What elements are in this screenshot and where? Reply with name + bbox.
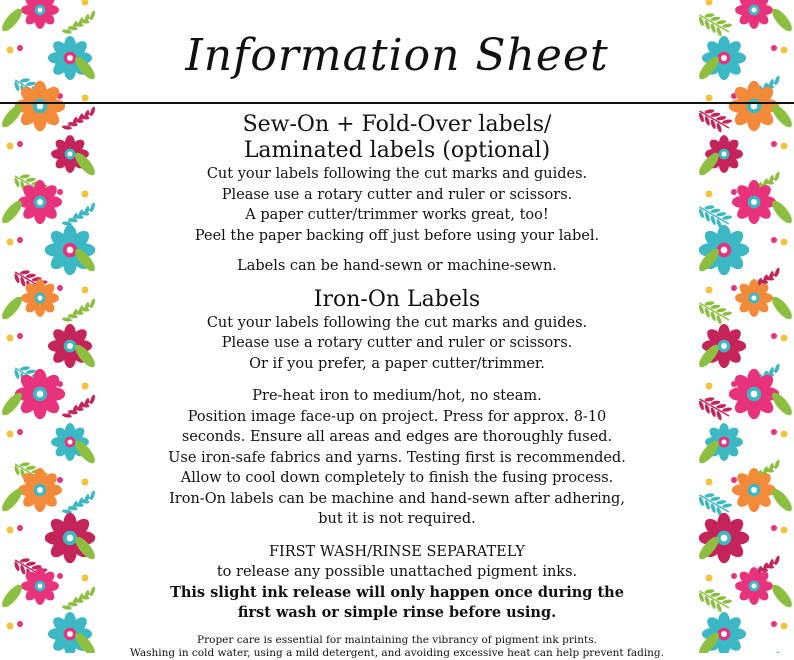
section2-heading: Iron-On Labels [313, 286, 481, 312]
instruction-line: Pre-heat iron to medium/hot, no steam. [252, 388, 542, 404]
title-divider [0, 102, 794, 104]
floral-border-right [698, 0, 794, 653]
instruction-line: but it is not required. [318, 511, 476, 527]
section1-line: Cut your labels following the cut marks and guides. [206, 166, 588, 182]
section1-heading-line1: Sew-On + Fold-Over labels/ [242, 112, 552, 137]
care-note-line2: Washing in cold water, using a mild detergent, and avoiding excessive heat can help prevent fading. [129, 646, 664, 659]
wash-line: This slight ink release will only happen once during the [170, 583, 624, 601]
content-area [110, 112, 684, 660]
floral-pattern-icon [0, 0, 96, 653]
instruction-line: seconds. Ensure all areas and edges are thoroughly fused. [181, 429, 613, 445]
floral-pattern-icon [698, 0, 794, 653]
section1-line: Peel the paper backing off just before using your label. [194, 227, 600, 244]
floral-border-left [0, 0, 96, 653]
section2-line: Cut your labels following the cut marks and guides. [206, 314, 588, 331]
page-title: Information Sheet [185, 30, 609, 81]
section1-heading-line2: Laminated labels (optional) [243, 138, 551, 163]
section2-line: Or if you prefer, a paper cutter/trimmer. [249, 355, 545, 372]
care-note-line1: Proper care is essential for maintaining the vibrancy of pigment ink prints. [197, 633, 597, 646]
instruction-line: Allow to cool down completely to finish the fusing process. [180, 470, 614, 486]
wash-heading: FIRST WASH/RINSE SEPARATELY [268, 543, 526, 560]
wash-line: to release any possible unattached pigment inks. [216, 564, 578, 580]
section1-line: A paper cutter/trimmer works great, too! [245, 207, 549, 223]
section1-note: Labels can be hand-sewn or machine-sewn. [237, 258, 557, 274]
instruction-line: Position image face-up on project. Press for approx. 8-10 [187, 408, 607, 425]
section1-line: Please use a rotary cutter and ruler or scissors. [221, 186, 573, 203]
wash-line: first wash or simple rinse before using. [237, 604, 557, 621]
instruction-line: Use iron-safe fabrics and yarns. Testing first is recommended. [168, 449, 626, 466]
section2-line: Please use a rotary cutter and ruler or scissors. [221, 335, 573, 351]
instruction-line: Iron-On labels can be machine and hand-sewn after adhering, [169, 490, 625, 507]
